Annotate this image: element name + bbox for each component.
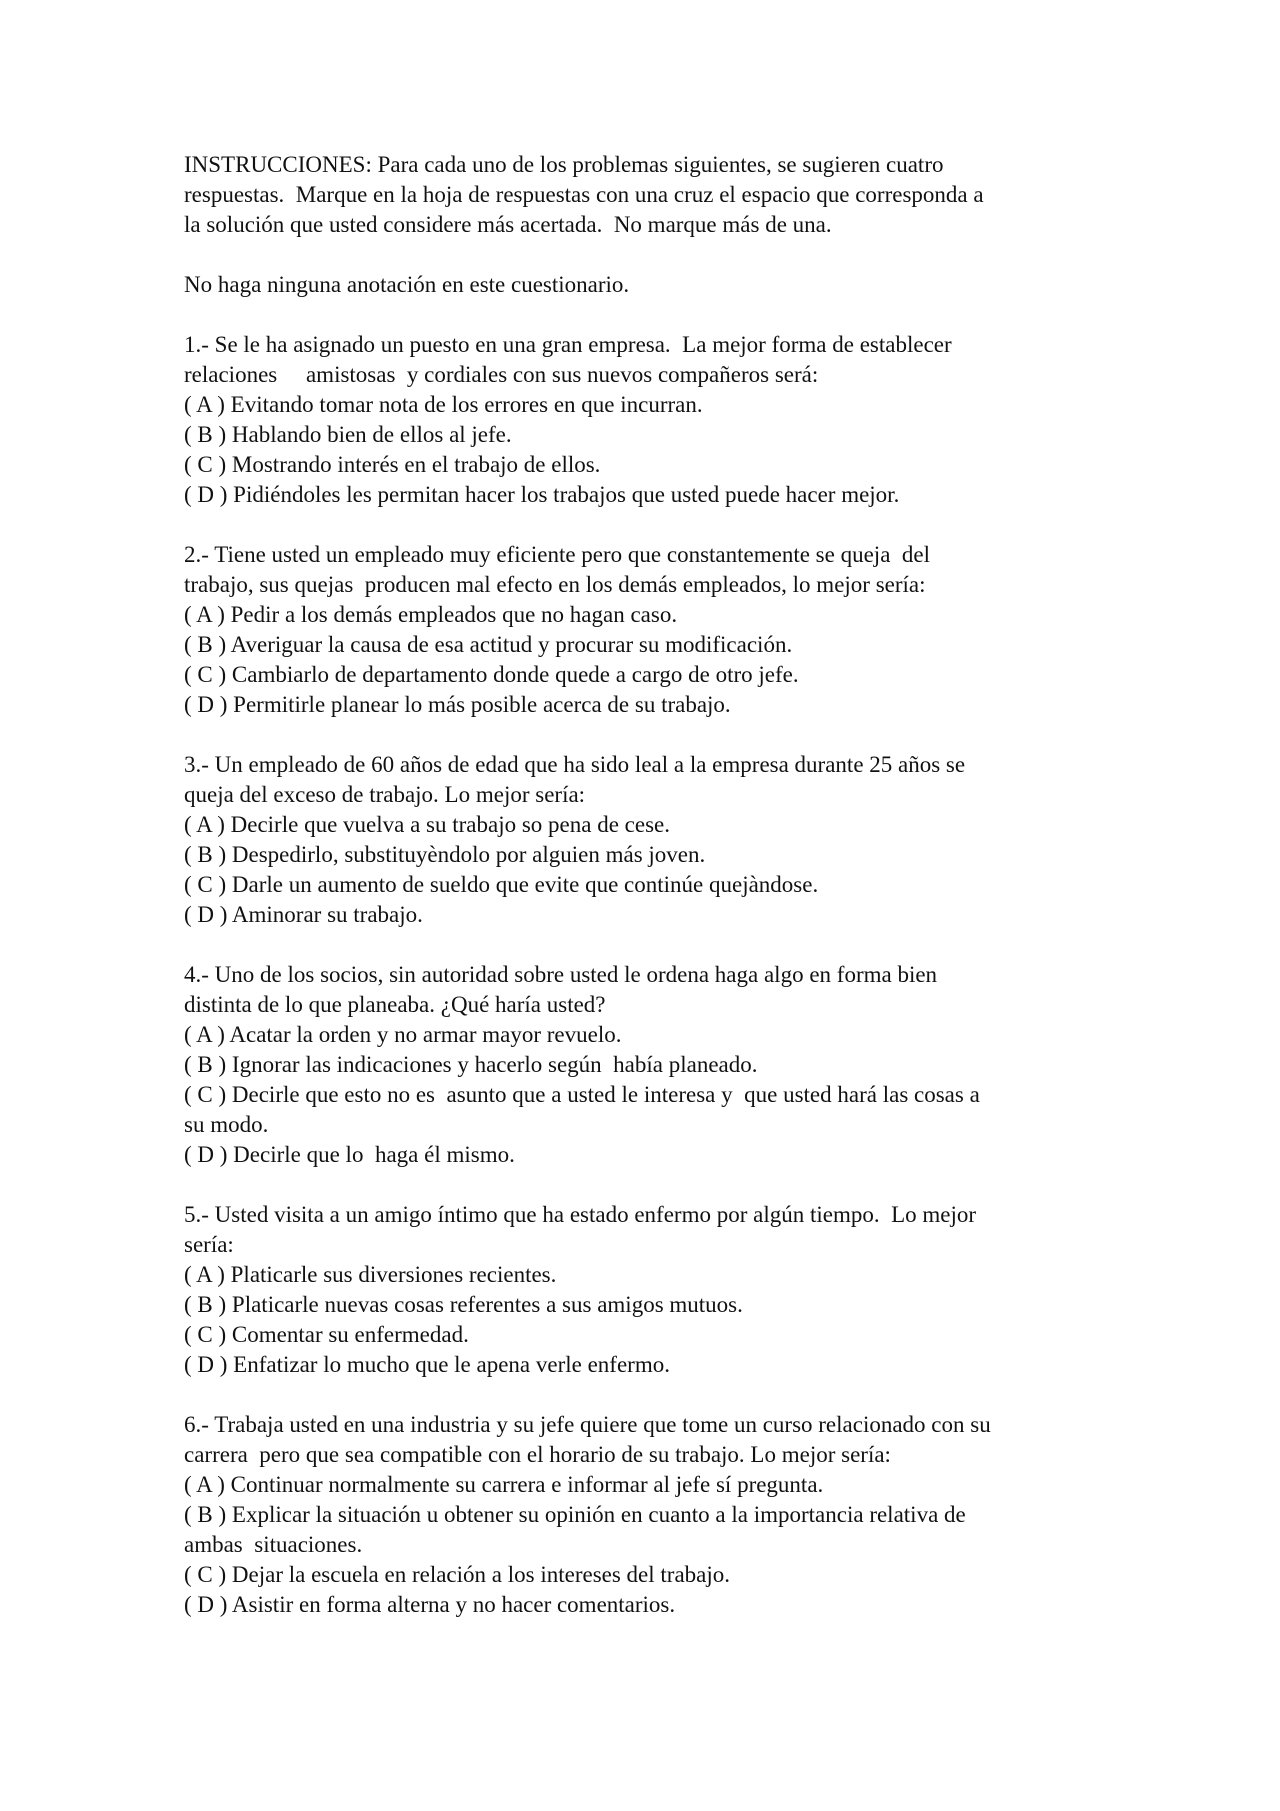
question-stem: 1.- Se le ha asignado un puesto en una gran empresa. La mejor forma de establecer <box>184 332 952 357</box>
answer-option-c-continued: su modo. <box>184 1112 269 1137</box>
answer-option-a: ( A ) Continuar normalmente su carrera e informar al jefe sí pregunta. <box>184 1472 824 1497</box>
answer-option-c: ( C ) Darle un aumento de sueldo que evite que continúe quejàndose. <box>184 872 819 897</box>
answer-option-b-continued: ambas situaciones. <box>184 1532 363 1557</box>
question-stem: 6.- Trabaja usted en una industria y su jefe quiere que tome un curso relacionado con su <box>184 1412 991 1437</box>
question-2 <box>184 540 1104 720</box>
question-stem: 2.- Tiene usted un empleado muy eficiente pero que constantemente se queja del <box>184 542 930 567</box>
question-stem: 3.- Un empleado de 60 años de edad que ha sido leal a la empresa durante 25 años se <box>184 752 966 777</box>
questionnaire-page <box>184 150 1104 1620</box>
question-stem: sería: <box>184 1232 234 1257</box>
question-stem: 4.- Uno de los socios, sin autoridad sobre usted le ordena haga algo en forma bien <box>184 962 938 987</box>
answer-option-b: ( B ) Platicarle nuevas cosas referentes a sus amigos mutuos. <box>184 1292 743 1317</box>
spacer <box>184 240 1104 270</box>
spacer <box>184 720 1104 750</box>
answer-option-c: ( C ) Mostrando interés en el trabajo de ellos. <box>184 452 601 477</box>
spacer <box>184 930 1104 960</box>
answer-option-b: ( B ) Explicar la situación u obtener su opinión en cuanto a la importancia relativa de <box>184 1502 966 1527</box>
instructions-line: la solución que usted considere más acertada. No marque más de una. <box>184 212 832 237</box>
answer-option-d: ( D ) Enfatizar lo mucho que le apena verle enfermo. <box>184 1352 670 1377</box>
spacer <box>184 1170 1104 1200</box>
answer-option-d: ( D ) Decirle que lo haga él mismo. <box>184 1142 515 1167</box>
question-6 <box>184 1410 1104 1620</box>
answer-option-b: ( B ) Ignorar las indicaciones y hacerlo según había planeado. <box>184 1052 758 1077</box>
answer-option-c: ( C ) Cambiarlo de departamento donde quede a cargo de otro jefe. <box>184 662 799 687</box>
answer-option-c: ( C ) Comentar su enfermedad. <box>184 1322 469 1347</box>
question-stem: distinta de lo que planeaba. ¿Qué haría usted? <box>184 992 606 1017</box>
question-stem: queja del exceso de trabajo. Lo mejor sería: <box>184 782 586 807</box>
answer-option-c: ( C ) Dejar la escuela en relación a los intereses del trabajo. <box>184 1562 731 1587</box>
question-1 <box>184 330 1104 510</box>
answer-option-d: ( D ) Permitirle planear lo más posible acerca de su trabajo. <box>184 692 731 717</box>
question-stem: trabajo, sus quejas producen mal efecto en los demás empleados, lo mejor sería: <box>184 572 926 597</box>
answer-option-b: ( B ) Hablando bien de ellos al jefe. <box>184 422 512 447</box>
question-3 <box>184 750 1104 930</box>
answer-option-a: ( A ) Evitando tomar nota de los errores en que incurran. <box>184 392 703 417</box>
answer-option-b: ( B ) Averiguar la causa de esa actitud y procurar su modificación. <box>184 632 793 657</box>
instructions-block <box>184 150 1104 240</box>
answer-option-a: ( A ) Pedir a los demás empleados que no hagan caso. <box>184 602 678 627</box>
answer-option-b: ( B ) Despedirlo, substituyèndolo por alguien más joven. <box>184 842 706 867</box>
answer-option-a: ( A ) Decirle que vuelva a su trabajo so pena de cese. <box>184 812 670 837</box>
question-5 <box>184 1200 1104 1380</box>
answer-option-d: ( D ) Pidiéndoles les permitan hacer los trabajos que usted puede hacer mejor. <box>184 482 900 507</box>
spacer <box>184 510 1104 540</box>
answer-option-a: ( A ) Platicarle sus diversiones recientes. <box>184 1262 557 1287</box>
spacer <box>184 1380 1104 1410</box>
answer-option-a: ( A ) Acatar la orden y no armar mayor revuelo. <box>184 1022 622 1047</box>
instructions-line: INSTRUCCIONES: Para cada uno de los problemas siguientes, se sugieren cuatro <box>184 152 944 177</box>
answer-option-d: ( D ) Aminorar su trabajo. <box>184 902 423 927</box>
answer-option-d: ( D ) Asistir en forma alterna y no hacer comentarios. <box>184 1592 676 1617</box>
answer-option-c: ( C ) Decirle que esto no es asunto que a usted le interesa y que usted hará las cosas a <box>184 1082 980 1107</box>
instructions-note: No haga ninguna anotación en este cuestionario. <box>184 272 630 297</box>
question-stem: carrera pero que sea compatible con el horario de su trabajo. Lo mejor sería: <box>184 1442 891 1467</box>
spacer <box>184 300 1104 330</box>
instructions-line: respuestas. Marque en la hoja de respuestas con una cruz el espacio que corresponda a <box>184 182 984 207</box>
question-stem: 5.- Usted visita a un amigo íntimo que ha estado enfermo por algún tiempo. Lo mejor <box>184 1202 977 1227</box>
question-4 <box>184 960 1104 1170</box>
question-stem: relaciones amistosas y cordiales con sus nuevos compañeros será: <box>184 362 819 387</box>
